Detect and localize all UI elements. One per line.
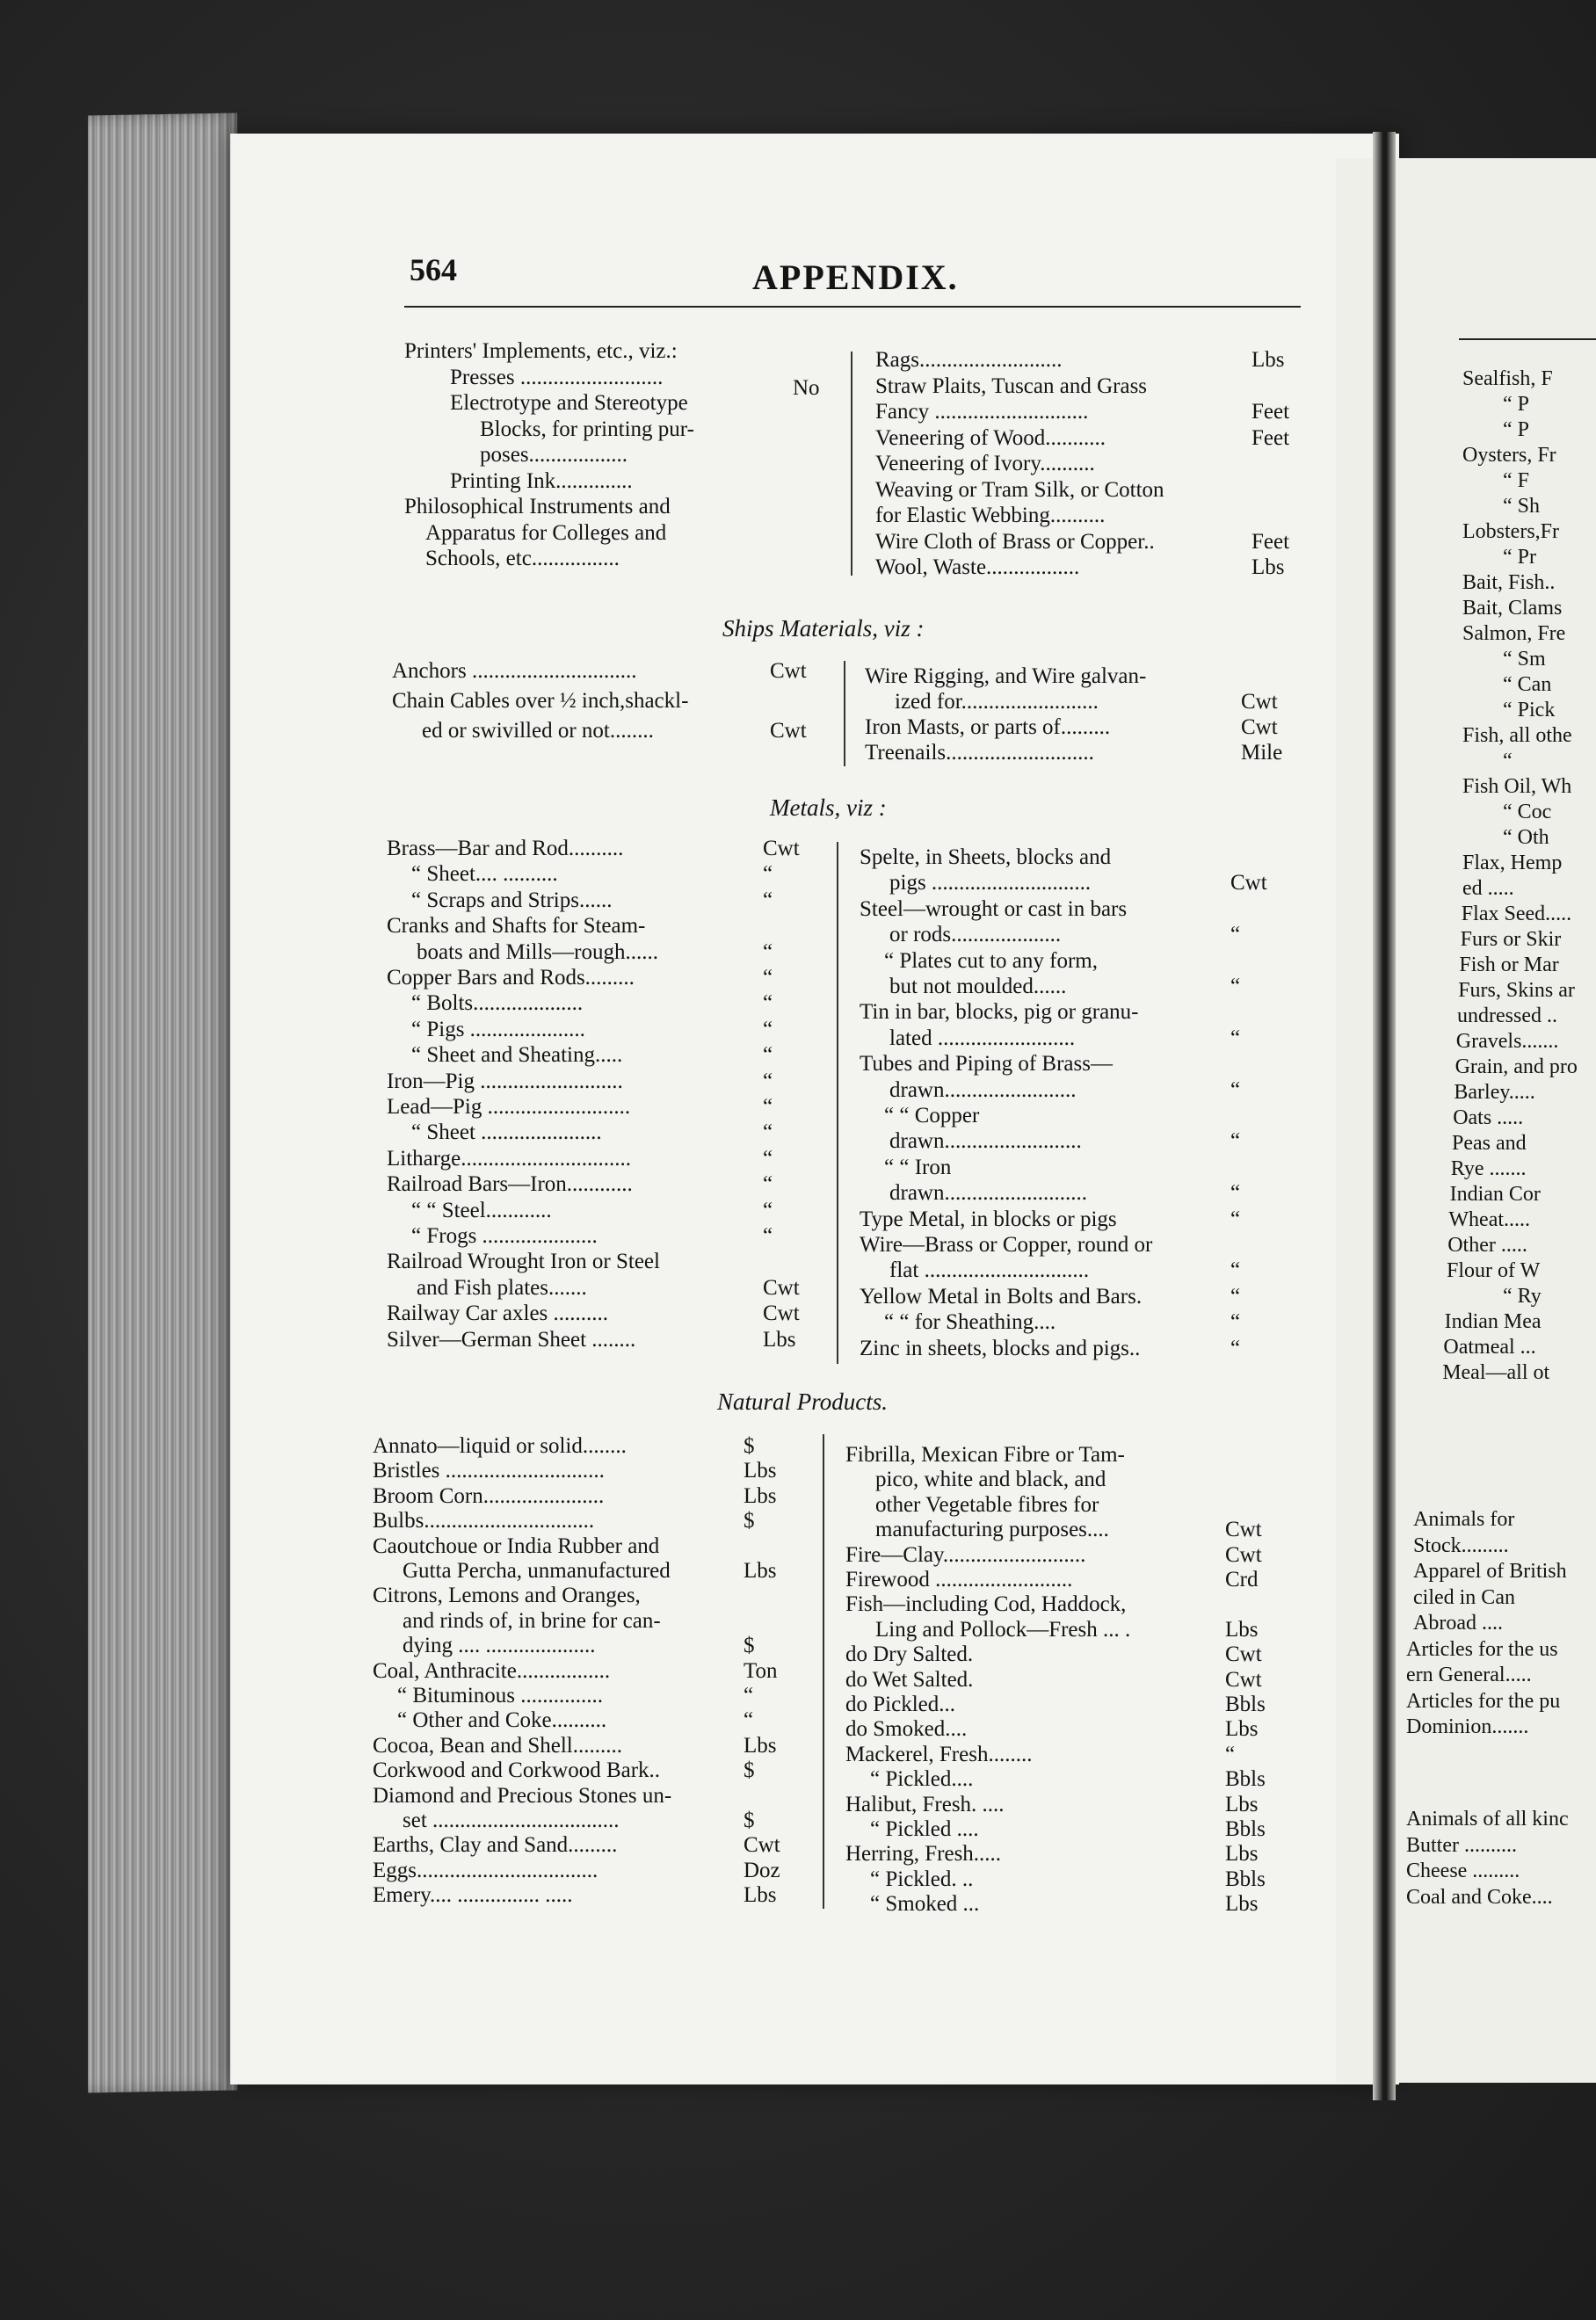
natural-right-entry: do Smoked.... bbox=[845, 1717, 968, 1742]
metals-left-unit: Lbs bbox=[763, 1327, 796, 1352]
next-page-entry: “ Sh bbox=[1503, 495, 1540, 518]
metals-left-unit: “ bbox=[763, 888, 773, 912]
next-page-entry: “ P bbox=[1503, 418, 1529, 441]
metals-left-unit: “ bbox=[763, 1017, 773, 1041]
natural-right-unit: Lbs bbox=[1225, 1792, 1259, 1816]
top-left-entry: Schools, etc................ bbox=[425, 547, 620, 570]
metals-right-unit: “ bbox=[1230, 975, 1241, 998]
running-head: APPENDIX. bbox=[752, 257, 959, 297]
natural-right-unit: Lbs bbox=[1225, 1892, 1259, 1917]
next-page-entry: “ Ry bbox=[1503, 1285, 1542, 1308]
next-page-entry: undressed .. bbox=[1457, 1004, 1557, 1027]
next-page-entry: Wheat..... bbox=[1448, 1208, 1531, 1231]
section-title-natural: Natural Products. bbox=[717, 1388, 889, 1415]
metals-left-unit: “ bbox=[763, 1095, 773, 1119]
next-page-entry: Lobsters,Fr bbox=[1462, 520, 1559, 543]
next-page-entry: Oysters, Fr bbox=[1462, 444, 1556, 467]
natural-right-entry: manufacturing purposes.... bbox=[875, 1518, 1109, 1542]
divider-top bbox=[851, 352, 852, 576]
natural-right-entry: Fibrilla, Mexican Fibre or Tam- bbox=[845, 1443, 1125, 1467]
natural-right-unit: Bbls bbox=[1225, 1817, 1266, 1841]
next-page-entry: “ Pr bbox=[1503, 546, 1536, 569]
natural-right-entry: Ling and Pollock—Fresh ... . bbox=[875, 1617, 1131, 1642]
ships-right-unit: Cwt bbox=[1241, 715, 1278, 739]
top-right-entry: Veneering of Ivory.......... bbox=[875, 452, 1095, 475]
next-page-entry: ed ..... bbox=[1462, 877, 1514, 900]
metals-right-entry: Spelte, in Sheets, blocks and bbox=[860, 845, 1112, 869]
metals-left-entry: Silver—German Sheet ........ bbox=[387, 1327, 636, 1352]
next-page-lower-entry: Dominion....... bbox=[1406, 1715, 1529, 1738]
next-page-lower-entry: Animals for bbox=[1413, 1508, 1515, 1531]
metals-right-entry: Yellow Metal in Bolts and Bars. bbox=[860, 1284, 1143, 1309]
top-left-entry: Printers' Implements, etc., viz.: bbox=[404, 339, 678, 363]
natural-left-unit: Doz bbox=[744, 1858, 780, 1882]
natural-left-entry: Earths, Clay and Sand......... bbox=[373, 1833, 618, 1858]
top-right-entry: Fancy ............................ bbox=[875, 400, 1089, 424]
metals-left-unit: “ bbox=[763, 1198, 773, 1222]
top-left-entry: Blocks, for printing pur- bbox=[480, 417, 694, 441]
natural-left-entry: Emery.... ............... ..... bbox=[373, 1883, 573, 1908]
next-page-entry: Oats ..... bbox=[1453, 1106, 1524, 1129]
next-page-lower-entry: Stock......... bbox=[1413, 1533, 1509, 1557]
next-page-entry: Gravels....... bbox=[1455, 1030, 1559, 1053]
metals-left-unit: “ bbox=[763, 1043, 773, 1068]
metals-right-entry: drawn.......................... bbox=[889, 1181, 1087, 1206]
natural-right-unit: Cwt bbox=[1225, 1542, 1262, 1567]
next-page-entry: Bait, Fish.. bbox=[1462, 571, 1556, 594]
metals-left-entry: “ Scraps and Strips...... bbox=[411, 888, 613, 912]
top-right-entry: Veneering of Wood........... bbox=[875, 425, 1106, 450]
next-page-entry: “ Can bbox=[1503, 673, 1552, 696]
next-page-entry: “ bbox=[1503, 750, 1513, 772]
next-page-lower-entry: Coal and Coke.... bbox=[1406, 1885, 1553, 1909]
next-page-entry: Sealfish, F bbox=[1462, 367, 1553, 390]
metals-right-entry: Type Metal, in blocks or pigs bbox=[860, 1207, 1117, 1231]
natural-right-unit: Crd bbox=[1225, 1568, 1259, 1591]
natural-left-unit: Lbs bbox=[744, 1483, 777, 1508]
metals-right-unit: “ bbox=[1230, 1129, 1241, 1154]
next-page-entry: Indian Cor bbox=[1449, 1183, 1541, 1206]
metals-left-entry: Cranks and Shafts for Steam- bbox=[387, 914, 646, 939]
ships-right-entry: Wire Rigging, and Wire galvan- bbox=[865, 664, 1147, 688]
next-page-lower-entry: Articles for the us bbox=[1406, 1637, 1558, 1661]
metals-left-entry: “ Sheet.... .......... bbox=[411, 862, 558, 887]
natural-left-unit: $ bbox=[744, 1758, 755, 1783]
top-right-entry: Weaving or Tram Silk, or Cotton bbox=[875, 477, 1164, 502]
next-page-entry: Peas and bbox=[1452, 1132, 1527, 1155]
divider-metals bbox=[837, 842, 838, 1364]
next-page-lower-entry: Abroad .... bbox=[1413, 1612, 1503, 1635]
metals-left-unit: “ bbox=[763, 991, 773, 1016]
metals-left-unit: Cwt bbox=[763, 1275, 800, 1300]
metals-right-entry: “ “ for Sheathing.... bbox=[884, 1310, 1056, 1335]
metals-left-unit: Cwt bbox=[763, 837, 800, 860]
metals-left-entry: boats and Mills—rough...... bbox=[417, 939, 658, 964]
metals-left-entry: and Fish plates....... bbox=[417, 1275, 587, 1300]
metals-right-unit: “ bbox=[1230, 1258, 1241, 1283]
top-right-entry: Wire Cloth of Brass or Copper.. bbox=[875, 529, 1155, 554]
ships-left-unit: Cwt bbox=[770, 659, 807, 683]
top-right-entry: for Elastic Webbing.......... bbox=[875, 504, 1106, 527]
page-number: 564 bbox=[410, 252, 457, 287]
natural-right-entry: Fire—Clay.......................... bbox=[845, 1542, 1086, 1567]
next-page-entry: Fish, all othe bbox=[1462, 724, 1572, 747]
next-page-entry: “ Sm bbox=[1503, 648, 1546, 671]
top-left-entry: Printing Ink.............. bbox=[450, 468, 633, 493]
metals-left-entry: Copper Bars and Rods......... bbox=[387, 966, 635, 990]
natural-right-entry: pico, white and black, and bbox=[875, 1468, 1106, 1492]
next-page-lower-entry: Apparel of British bbox=[1413, 1560, 1567, 1583]
metals-left-unit: “ bbox=[763, 1069, 773, 1093]
top-right-entry: Wool, Waste................. bbox=[875, 555, 1080, 579]
ships-right-entry: ized for......................... bbox=[895, 690, 1099, 714]
natural-right-entry: Herring, Fresh..... bbox=[845, 1842, 1002, 1867]
natural-left-entry: Bristles ............................. bbox=[373, 1459, 605, 1483]
natural-left-entry: “ Bituminous ............... bbox=[397, 1684, 604, 1707]
natural-left-unit: Lbs bbox=[744, 1733, 777, 1758]
natural-right-entry: do Dry Salted. bbox=[845, 1642, 974, 1667]
next-page-entry: Flour of W bbox=[1447, 1259, 1541, 1282]
ships-left-entry: Anchors .............................. bbox=[392, 659, 637, 683]
next-page-lower-entry: ern General..... bbox=[1406, 1664, 1532, 1686]
next-page-entry: Oatmeal ... bbox=[1443, 1336, 1536, 1359]
natural-left-unit: Lbs bbox=[744, 1459, 777, 1483]
divider-natural bbox=[823, 1434, 824, 1909]
top-right-unit: Feet bbox=[1251, 425, 1290, 450]
next-page-entry: Bait, Clams bbox=[1462, 597, 1563, 620]
metals-right-unit: “ bbox=[1230, 1310, 1241, 1335]
top-right-unit: Lbs bbox=[1251, 348, 1285, 372]
next-page-entry: “ P bbox=[1503, 393, 1529, 416]
natural-left-entry: and rinds of, in brine for can- bbox=[403, 1608, 661, 1633]
header-rule bbox=[404, 306, 1301, 308]
metals-left-entry: Brass—Bar and Rod.......... bbox=[387, 837, 624, 860]
top-left-entry: Philosophical Instruments and bbox=[404, 495, 671, 518]
natural-right-unit: Lbs bbox=[1225, 1717, 1259, 1742]
natural-right-unit: Cwt bbox=[1225, 1667, 1262, 1692]
metals-right-entry: lated ......................... bbox=[889, 1026, 1076, 1050]
natural-left-entry: Gutta Percha, unmanufactured bbox=[403, 1559, 671, 1583]
ships-left-entry: Chain Cables over ½ inch,shackl- bbox=[392, 689, 689, 713]
next-page-lower-entry: Cheese ......... bbox=[1406, 1860, 1520, 1882]
metals-right-entry: flat .............................. bbox=[889, 1258, 1090, 1283]
next-page-entry: Rye ....... bbox=[1450, 1157, 1527, 1180]
metals-left-unit: “ bbox=[763, 1146, 773, 1171]
next-page-entry: Indian Mea bbox=[1444, 1310, 1542, 1333]
natural-left-entry: Annato—liquid or solid........ bbox=[373, 1434, 627, 1458]
metals-right-entry: “ “ Iron bbox=[884, 1155, 952, 1179]
metals-right-entry: or rods.................... bbox=[889, 923, 1062, 947]
metals-left-unit: “ bbox=[763, 939, 773, 964]
natural-right-unit: “ bbox=[1225, 1742, 1236, 1766]
next-page-header-rule bbox=[1459, 338, 1596, 340]
natural-left-entry: Corkwood and Corkwood Bark.. bbox=[373, 1758, 661, 1783]
metals-right-unit: “ bbox=[1230, 923, 1241, 947]
next-page-entry: Salmon, Fre bbox=[1462, 622, 1566, 645]
natural-left-entry: set .................................. bbox=[403, 1809, 620, 1832]
top-left-entry: poses.................. bbox=[480, 443, 628, 467]
metals-left-unit: “ bbox=[763, 1120, 773, 1145]
top-left-unit: No bbox=[793, 376, 820, 400]
metals-left-unit: “ bbox=[763, 966, 773, 990]
metals-right-entry: Zinc in sheets, blocks and pigs.. bbox=[860, 1336, 1141, 1360]
natural-right-unit: Bbls bbox=[1225, 1693, 1266, 1716]
metals-right-unit: “ bbox=[1230, 1026, 1241, 1050]
natural-left-unit: Cwt bbox=[744, 1833, 780, 1858]
ships-left-unit: Cwt bbox=[770, 719, 807, 743]
natural-left-entry: Citrons, Lemons and Oranges, bbox=[373, 1584, 641, 1608]
natural-right-entry: Fish—including Cod, Haddock, bbox=[845, 1592, 1127, 1617]
metals-right-unit: “ bbox=[1230, 1336, 1241, 1360]
metals-right-entry: Tubes and Piping of Brass— bbox=[860, 1052, 1113, 1077]
metals-right-entry: but not moulded...... bbox=[889, 975, 1067, 998]
metals-left-entry: Lead—Pig .......................... bbox=[387, 1095, 631, 1119]
natural-left-unit: Ton bbox=[744, 1658, 778, 1683]
natural-left-entry: Cocoa, Bean and Shell......... bbox=[373, 1733, 622, 1758]
metals-left-entry: “ Sheet ...................... bbox=[411, 1120, 602, 1145]
natural-left-unit: $ bbox=[744, 1809, 755, 1832]
natural-left-unit: $ bbox=[744, 1509, 755, 1533]
natural-left-unit: “ bbox=[744, 1684, 754, 1707]
next-page-entry: Fish Oil, Wh bbox=[1462, 775, 1572, 798]
top-right-entry: Rags.......................... bbox=[875, 348, 1063, 372]
next-page-entry: Fish or Mar bbox=[1459, 953, 1559, 976]
book-page-edges bbox=[88, 113, 237, 2093]
next-page-entry: Barley..... bbox=[1454, 1081, 1535, 1104]
top-right-unit: Feet bbox=[1251, 529, 1290, 554]
natural-left-entry: Diamond and Precious Stones un- bbox=[373, 1783, 672, 1808]
next-page-entry: Flax Seed..... bbox=[1461, 903, 1572, 925]
next-page-lower-entry: Butter .......... bbox=[1406, 1833, 1517, 1857]
metals-right-unit: “ bbox=[1230, 1207, 1241, 1231]
divider-ships bbox=[844, 661, 845, 766]
natural-left-entry: Coal, Anthracite................. bbox=[373, 1658, 611, 1683]
ships-right-entry: Iron Masts, or parts of......... bbox=[865, 715, 1111, 739]
natural-right-unit: Lbs bbox=[1225, 1617, 1259, 1642]
natural-right-entry: “ Pickled.... bbox=[870, 1767, 974, 1792]
next-page-entry: Grain, and pro bbox=[1455, 1055, 1578, 1078]
natural-right-entry: Firewood ......................... bbox=[845, 1568, 1073, 1591]
metals-right-unit: “ bbox=[1230, 1077, 1241, 1102]
natural-right-unit: Bbls bbox=[1225, 1767, 1266, 1792]
metals-right-unit: “ bbox=[1230, 1284, 1241, 1309]
section-title-ships: Ships Materials, viz : bbox=[722, 615, 925, 642]
next-page-entry: “ Pick bbox=[1503, 699, 1556, 721]
metals-left-entry: “ Bolts.................... bbox=[411, 991, 584, 1016]
top-left-entry: Presses .......................... bbox=[450, 365, 664, 389]
metals-right-unit: Cwt bbox=[1230, 871, 1267, 895]
section-title-metals: Metals, viz : bbox=[770, 794, 887, 821]
natural-right-unit: Lbs bbox=[1225, 1842, 1259, 1867]
natural-left-entry: “ Other and Coke.......... bbox=[397, 1708, 607, 1733]
next-page-entry: Furs, Skins ar bbox=[1458, 979, 1575, 1002]
natural-right-entry: do Pickled... bbox=[845, 1693, 955, 1716]
natural-right-unit: Cwt bbox=[1225, 1642, 1262, 1667]
top-right-unit: Lbs bbox=[1251, 555, 1285, 579]
metals-right-entry: drawn......................... bbox=[889, 1129, 1082, 1154]
metals-right-entry: drawn........................ bbox=[889, 1077, 1077, 1102]
natural-right-entry: “ Pickled .... bbox=[870, 1817, 979, 1841]
next-page-entry: Meal—all ot bbox=[1442, 1361, 1550, 1384]
next-page-entry: “ Oth bbox=[1503, 826, 1549, 849]
natural-right-unit: Cwt bbox=[1225, 1518, 1262, 1542]
natural-left-entry: Bulbs............................... bbox=[373, 1509, 595, 1533]
ships-right-unit: Cwt bbox=[1241, 690, 1278, 714]
metals-left-entry: Railroad Bars—Iron............ bbox=[387, 1172, 633, 1197]
metals-right-entry: “ Plates cut to any form, bbox=[884, 948, 1098, 973]
metals-right-entry: Steel—wrought or cast in bars bbox=[860, 896, 1128, 921]
top-right-entry: Straw Plaits, Tuscan and Grass bbox=[875, 373, 1148, 398]
natural-left-entry: dying .... .................... bbox=[403, 1634, 596, 1658]
metals-right-entry: pigs ............................. bbox=[889, 871, 1092, 895]
top-left-entry: Electrotype and Stereotype bbox=[450, 391, 688, 415]
natural-left-entry: Caoutchoue or India Rubber and bbox=[373, 1533, 660, 1558]
metals-right-entry: “ “ Copper bbox=[884, 1104, 980, 1127]
metals-left-entry: “ Pigs ..................... bbox=[411, 1017, 585, 1041]
book-gutter bbox=[1373, 132, 1396, 2100]
next-page-entry: “ F bbox=[1503, 469, 1529, 492]
metals-left-unit: Cwt bbox=[763, 1301, 800, 1326]
natural-left-unit: Lbs bbox=[744, 1883, 777, 1908]
natural-right-entry: “ Smoked ... bbox=[870, 1892, 980, 1917]
natural-right-unit: Bbls bbox=[1225, 1867, 1266, 1891]
metals-right-unit: “ bbox=[1230, 1181, 1241, 1206]
metals-left-unit: “ bbox=[763, 1172, 773, 1197]
ships-right-entry: Treenails........................... bbox=[865, 741, 1094, 765]
natural-right-entry: do Wet Salted. bbox=[845, 1667, 974, 1692]
metals-left-entry: Iron—Pig .......................... bbox=[387, 1069, 623, 1093]
next-page-lower-entry: ciled in Can bbox=[1413, 1585, 1515, 1609]
natural-left-entry: Eggs................................. bbox=[373, 1858, 598, 1882]
metals-right-entry: Wire—Brass or Copper, round or bbox=[860, 1233, 1153, 1257]
metals-left-unit: “ bbox=[763, 862, 773, 887]
metals-left-entry: “ “ Steel............ bbox=[411, 1198, 552, 1222]
metals-left-entry: “ Sheet and Sheating..... bbox=[411, 1043, 623, 1068]
ships-right-unit: Mile bbox=[1241, 741, 1283, 765]
top-right-unit: Feet bbox=[1251, 400, 1290, 424]
metals-left-unit: “ bbox=[763, 1224, 773, 1248]
next-page-entry: Other ..... bbox=[1447, 1234, 1527, 1257]
next-page-entry: Flax, Hemp bbox=[1462, 852, 1563, 874]
natural-left-unit: $ bbox=[744, 1634, 755, 1658]
natural-left-unit: Lbs bbox=[744, 1559, 777, 1583]
natural-left-unit: “ bbox=[744, 1708, 754, 1733]
natural-right-entry: Halibut, Fresh. .... bbox=[845, 1792, 1005, 1816]
metals-left-entry: Litharge............................... bbox=[387, 1146, 631, 1171]
metals-left-entry: Railroad Wrought Iron or Steel bbox=[387, 1250, 660, 1274]
top-left-entry: Apparatus for Colleges and bbox=[425, 520, 667, 545]
natural-right-entry: Mackerel, Fresh........ bbox=[845, 1742, 1033, 1766]
metals-right-entry: Tin in bar, blocks, pig or granu- bbox=[860, 1000, 1139, 1025]
metals-left-entry: “ Frogs ..................... bbox=[411, 1224, 598, 1248]
next-page-lower-entry: Animals of all kinc bbox=[1406, 1808, 1569, 1831]
natural-left-entry: Broom Corn...................... bbox=[373, 1483, 605, 1508]
next-page-entry: “ Coc bbox=[1503, 801, 1552, 823]
natural-right-entry: “ Pickled. .. bbox=[870, 1867, 974, 1891]
next-page-lower-entry: Articles for the pu bbox=[1406, 1689, 1561, 1713]
natural-left-unit: $ bbox=[744, 1434, 755, 1458]
ships-left-entry: ed or swivilled or not........ bbox=[422, 719, 654, 743]
metals-left-entry: Railway Car axles .......... bbox=[387, 1301, 609, 1326]
next-page-entry: Furs or Skir bbox=[1460, 928, 1562, 951]
natural-right-entry: other Vegetable fibres for bbox=[875, 1492, 1099, 1517]
